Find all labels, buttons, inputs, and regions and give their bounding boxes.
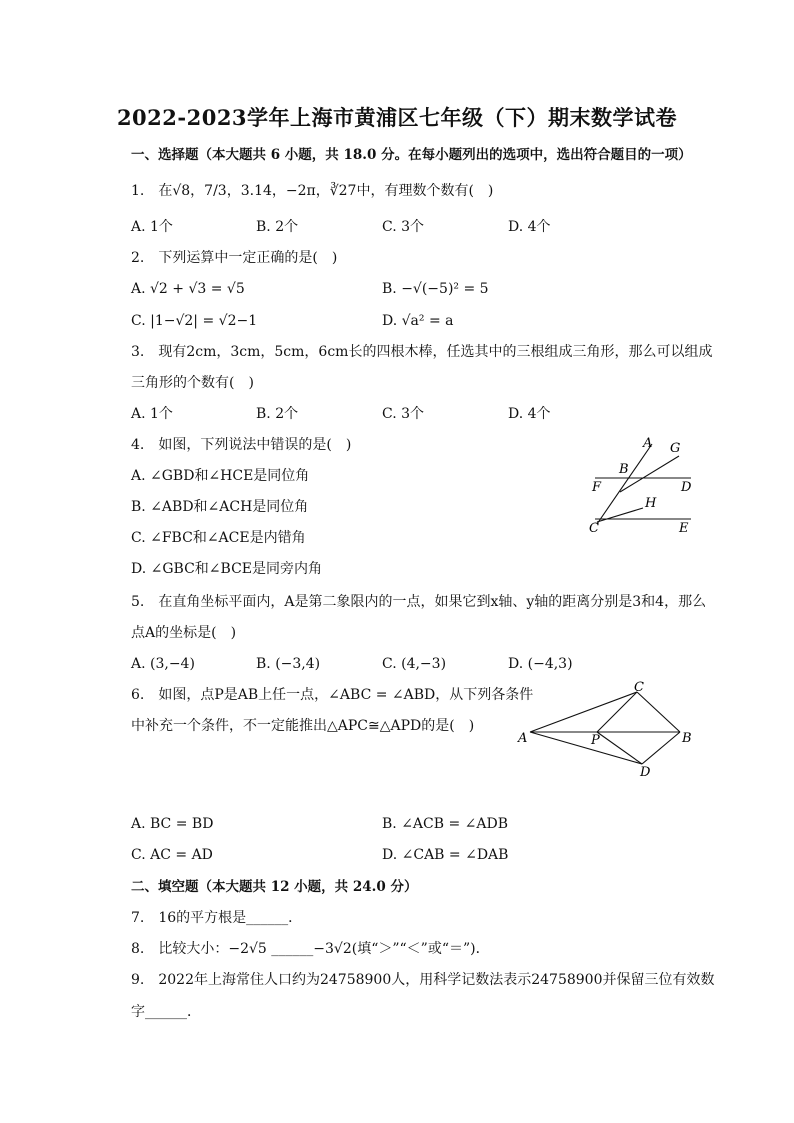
question-6-stem-line2: 中补充一个条件，不一定能推出△APC≅△APD的是( ) [131,718,475,734]
q4-option-c: C. ∠FBC和∠ACE是内错角 [131,530,306,546]
q3-option-c: C. 3个 [382,406,425,422]
q2-option-d: D. √a² = a [382,313,454,329]
question-3-stem-line1: 3. 现有2cm，3cm，5cm，6cm长的四根木棒，任选其中的三根组成三角形，那么可以组成 [131,344,713,360]
q1-option-d: D. 4个 [508,219,551,235]
q4-label-d: D [681,480,692,495]
q4-option-d: D. ∠GBC和∠BCE是同旁内角 [131,561,323,577]
q6-figure [512,680,702,780]
q4-option-b: B. ∠ABD和∠ACH是同位角 [131,499,309,515]
q4-label-f: F [592,480,602,495]
question-7: 7. 16的平方根是______． [131,910,303,926]
q5-option-b: B. (−3,4) [256,656,321,672]
page-title: 2022-2023学年上海市黄浦区七年级（下）期末数学试卷 [116,105,678,130]
q6-option-b: B. ∠ACB = ∠ADB [382,816,509,832]
q4-option-a: A. ∠GBD和∠HCE是同位角 [131,468,310,484]
question-5-stem-line1: 5. 在直角坐标平面内，A是第二象限内的一点，如果它到x轴、y轴的距离分别是3和4，那么 [131,594,707,610]
q2-option-b: B. −√(−5)² = 5 [382,281,489,297]
question-2-stem: 2. 下列运算中一定正确的是( ) [131,250,338,266]
question-9-line2: 字______． [131,1004,201,1020]
q2-option-a: A. √2 + √3 = √5 [131,281,245,297]
question-5-stem-line2: 点A的坐标是( ) [131,625,237,641]
q4-label-g: G [670,441,681,456]
q5-option-c: C. (4,−3) [382,656,447,672]
q4-label-a: A [643,436,653,451]
section-choice-heading: 一、选择题（本大题共 6 小题，共 18.0 分。在每小题列出的选项中，选出符合题目的一项） [131,147,692,163]
q5-option-d: D. (−4,3) [508,656,573,672]
q6-label-a: A [518,731,528,746]
q4-label-c: C [589,521,599,536]
q4-label-e: E [679,521,689,536]
q6-option-d: D. ∠CAB = ∠DAB [382,847,509,863]
question-1-stem: 1. 在√8，7/3，3.14，−2π，∛27中，有理数个数有( ) [131,183,494,199]
q4-label-b: B [619,462,629,477]
question-8: 8. 比较大小：−2√5 ______−3√2(填“＞”“＜”或“＝”)． [131,941,490,957]
q2-option-c: C. |1−√2| = √2−1 [131,313,258,329]
q4-figure [585,432,705,537]
q6-label-d: D [640,765,651,780]
q3-option-b: B. 2个 [256,406,299,422]
section-fill-heading: 二、填空题（本大题共 12 小题，共 24.0 分） [131,879,418,895]
question-4-stem: 4. 如图，下列说法中错误的是( ) [131,437,352,453]
q3-option-a: A. 1个 [131,406,173,422]
q5-option-a: A. (3,−4) [131,656,195,672]
q6-label-b: B [682,731,692,746]
q1-option-c: C. 3个 [382,219,425,235]
q1-option-a: A. 1个 [131,219,173,235]
q6-option-c: C. AC = AD [131,847,213,863]
q3-option-d: D. 4个 [508,406,551,422]
q6-label-p: P [591,733,600,748]
q4-label-h: H [645,496,657,511]
question-9-line1: 9. 2022年上海常住人口约为24758900人，用科学记数法表示24758900并保留三位有效数 [131,972,715,988]
q6-label-c: C [634,680,644,695]
q1-option-b: B. 2个 [256,219,299,235]
question-3-stem-line2: 三角形的个数有( ) [131,375,254,391]
question-6-stem-line1: 6. 如图，点P是AB上任一点，∠ABC = ∠ABD，从下列各条件 [131,687,534,703]
q6-option-a: A. BC = BD [131,816,214,832]
